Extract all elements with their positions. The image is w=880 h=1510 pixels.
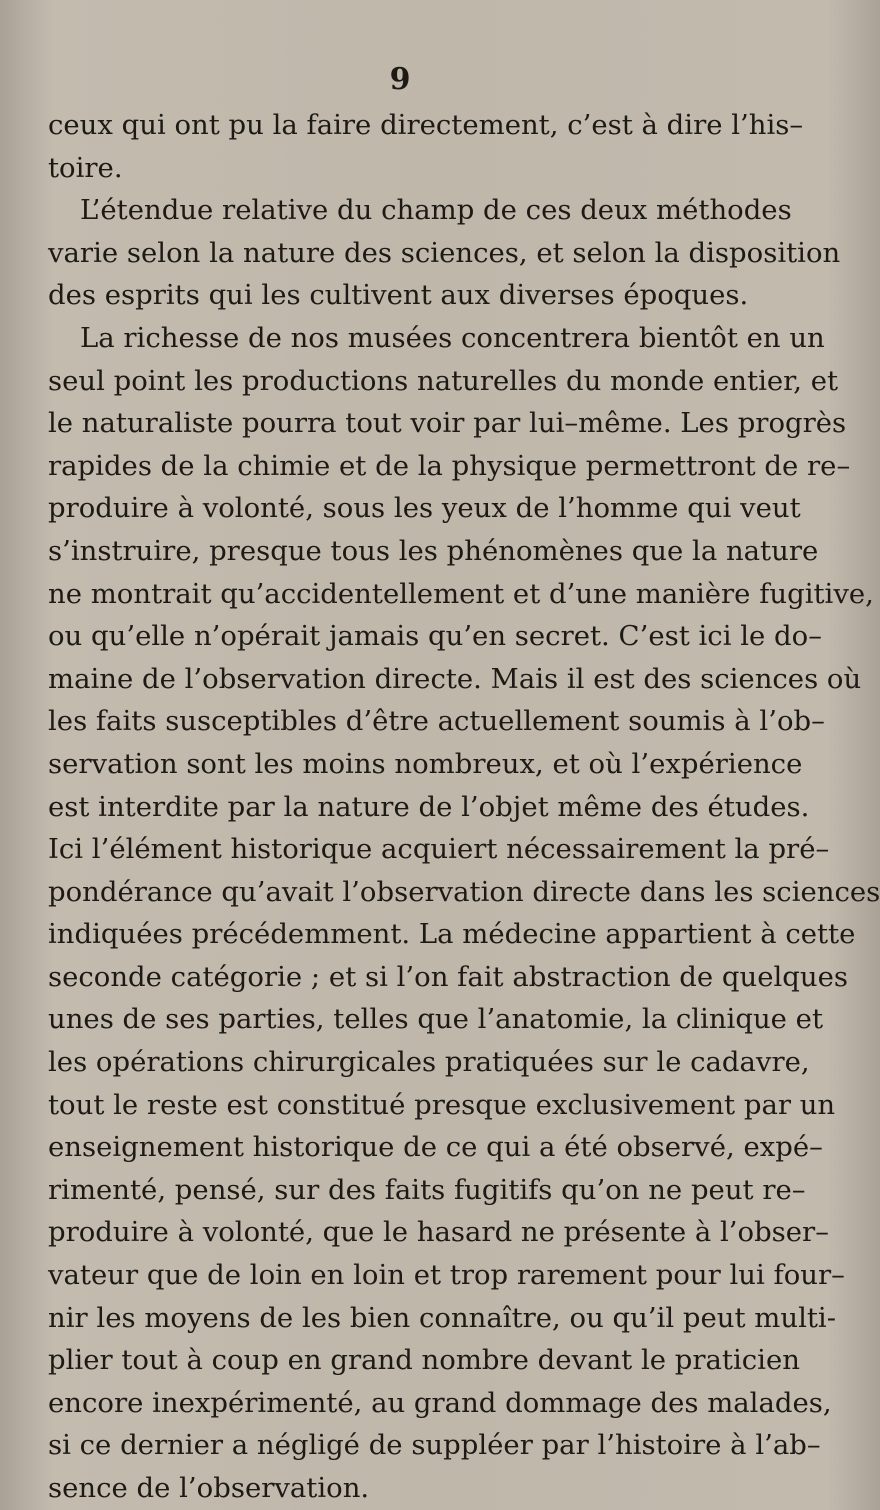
text-line: servation sont les moins nombreux, et où l’expérience: [48, 747, 803, 780]
text-line: rapides de la chimie et de la physique permettront de re–: [48, 449, 851, 482]
text-line: les faits susceptibles d’être actuellement soumis à l’ob–: [48, 705, 825, 738]
text-line: ou qu’elle n’opérait jamais qu’en secret. C’est ici le do–: [48, 620, 822, 653]
text-line: les opérations chirurgicales pratiquées sur le cadavre,: [48, 1046, 810, 1079]
text-line: ne montrait qu’accidentellement et d’une manière fugitive,: [48, 577, 874, 610]
text-line: si ce dernier a négligé de suppléer par l’histoire à l’ab–: [48, 1429, 821, 1462]
text-line: des esprits qui les cultivent aux diverses époques.: [48, 279, 749, 312]
text-line: seul point les productions naturelles du monde entier, et: [48, 364, 839, 397]
text-line: Ici l’élément historique acquiert nécessairement la pré–: [48, 833, 830, 866]
text-line: plier tout à coup en grand nombre devant le praticien: [48, 1344, 800, 1377]
text-line: s’instruire, presque tous les phénomènes que la nature: [48, 534, 819, 567]
text-line: enseignement historique de ce qui a été observé, expé–: [48, 1131, 823, 1164]
text-line: rimenté, pensé, sur des faits fugitifs qu’on ne peut re–: [48, 1173, 806, 1206]
text-line: La richesse de nos musées concentrera bientôt en un: [80, 321, 825, 354]
text-line: le naturaliste pourra tout voir par lui–même. Les progrès: [48, 407, 847, 440]
text-line: toire.: [48, 151, 123, 184]
text-line: pondérance qu’avait l’observation directe dans les sciences: [48, 875, 880, 908]
text-line: L’étendue relative du champ de ces deux méthodes: [80, 194, 792, 227]
text-line: produire à volonté, que le hasard ne présente à l’obser–: [48, 1216, 829, 1249]
text-line: unes de ses parties, telles que l’anatomie, la clinique et: [48, 1003, 824, 1036]
text-line: tout le reste est constitué presque exclusivement par un: [48, 1088, 836, 1121]
text-line: ceux qui ont pu la faire directement, c’est à dire l’his–: [48, 109, 804, 141]
page-number: 9: [389, 62, 411, 97]
text-line: produire à volonté, sous les yeux de l’homme qui veut: [48, 492, 801, 525]
text-line: varie selon la nature des sciences, et selon la disposition: [48, 236, 841, 269]
text-line: est interdite par la nature de l’objet même des études.: [48, 790, 810, 823]
text-line: vateur que de loin en loin et trop rarement pour lui four–: [48, 1259, 845, 1292]
text-line: encore inexpérimenté, au grand dommage des malades,: [48, 1386, 832, 1419]
text-line: sence de l’observation.: [48, 1472, 370, 1504]
text-line: maine de l’observation directe. Mais il est des sciences où: [48, 662, 862, 695]
text-line: seconde catégorie ; et si l’on fait abstraction de quelques: [48, 960, 849, 993]
text-line: indiquées précédemment. La médecine appartient à cette: [48, 918, 856, 951]
body-text: [48, 104, 880, 1510]
text-line: nir les moyens de les bien connaître, ou qu’il peut multi-: [48, 1301, 837, 1334]
